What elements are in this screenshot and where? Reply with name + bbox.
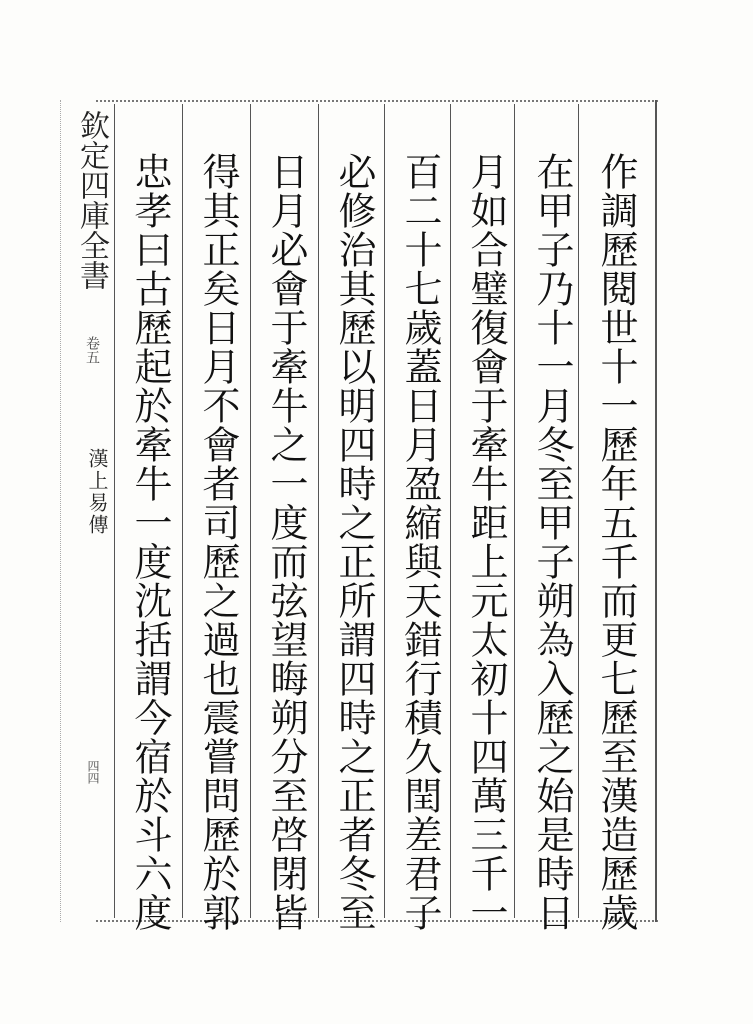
section-title: 漢上易傳 bbox=[85, 448, 109, 536]
text-column-8: 忠孝曰古歷起於牽牛一度沈括謂今宿於斗六度 bbox=[128, 152, 172, 932]
text-column-3: 月如合璧復會于牽牛距上元太初十四萬三千一 bbox=[464, 152, 508, 932]
column-rule bbox=[384, 104, 385, 918]
top-border bbox=[96, 100, 658, 102]
text-column-6: 日月必會于牽牛之一度而弦望晦朔分至啓閉皆 bbox=[264, 152, 308, 932]
text-column-2: 在甲子乃十一月冬至甲子朔為入歷之始是時日 bbox=[530, 152, 574, 932]
book-title: 欽定四庫全書 bbox=[74, 110, 109, 290]
column-rule bbox=[182, 104, 183, 918]
column-rule bbox=[318, 104, 319, 918]
left-edge bbox=[60, 100, 61, 922]
text-column-5: 必修治其歷以明四時之正所謂四時之正者冬至 bbox=[332, 152, 376, 932]
text-column-7: 得其正矣日月不會者司歷之過也震嘗問歷於郭 bbox=[196, 152, 240, 932]
text-column-1: 作調歷閱世十一歷年五千而更七歷至漢造歷歲 bbox=[594, 152, 638, 932]
right-border bbox=[655, 100, 657, 922]
page-number: 四四 bbox=[86, 760, 100, 784]
column-rule bbox=[114, 104, 115, 918]
column-rule bbox=[250, 104, 251, 918]
text-column-4: 百二十七歲蓋日月盈縮與天錯行積久閏差君子 bbox=[398, 152, 442, 932]
juan-number: 卷五 bbox=[84, 336, 100, 364]
column-rule bbox=[514, 104, 515, 918]
column-rule bbox=[450, 104, 451, 918]
